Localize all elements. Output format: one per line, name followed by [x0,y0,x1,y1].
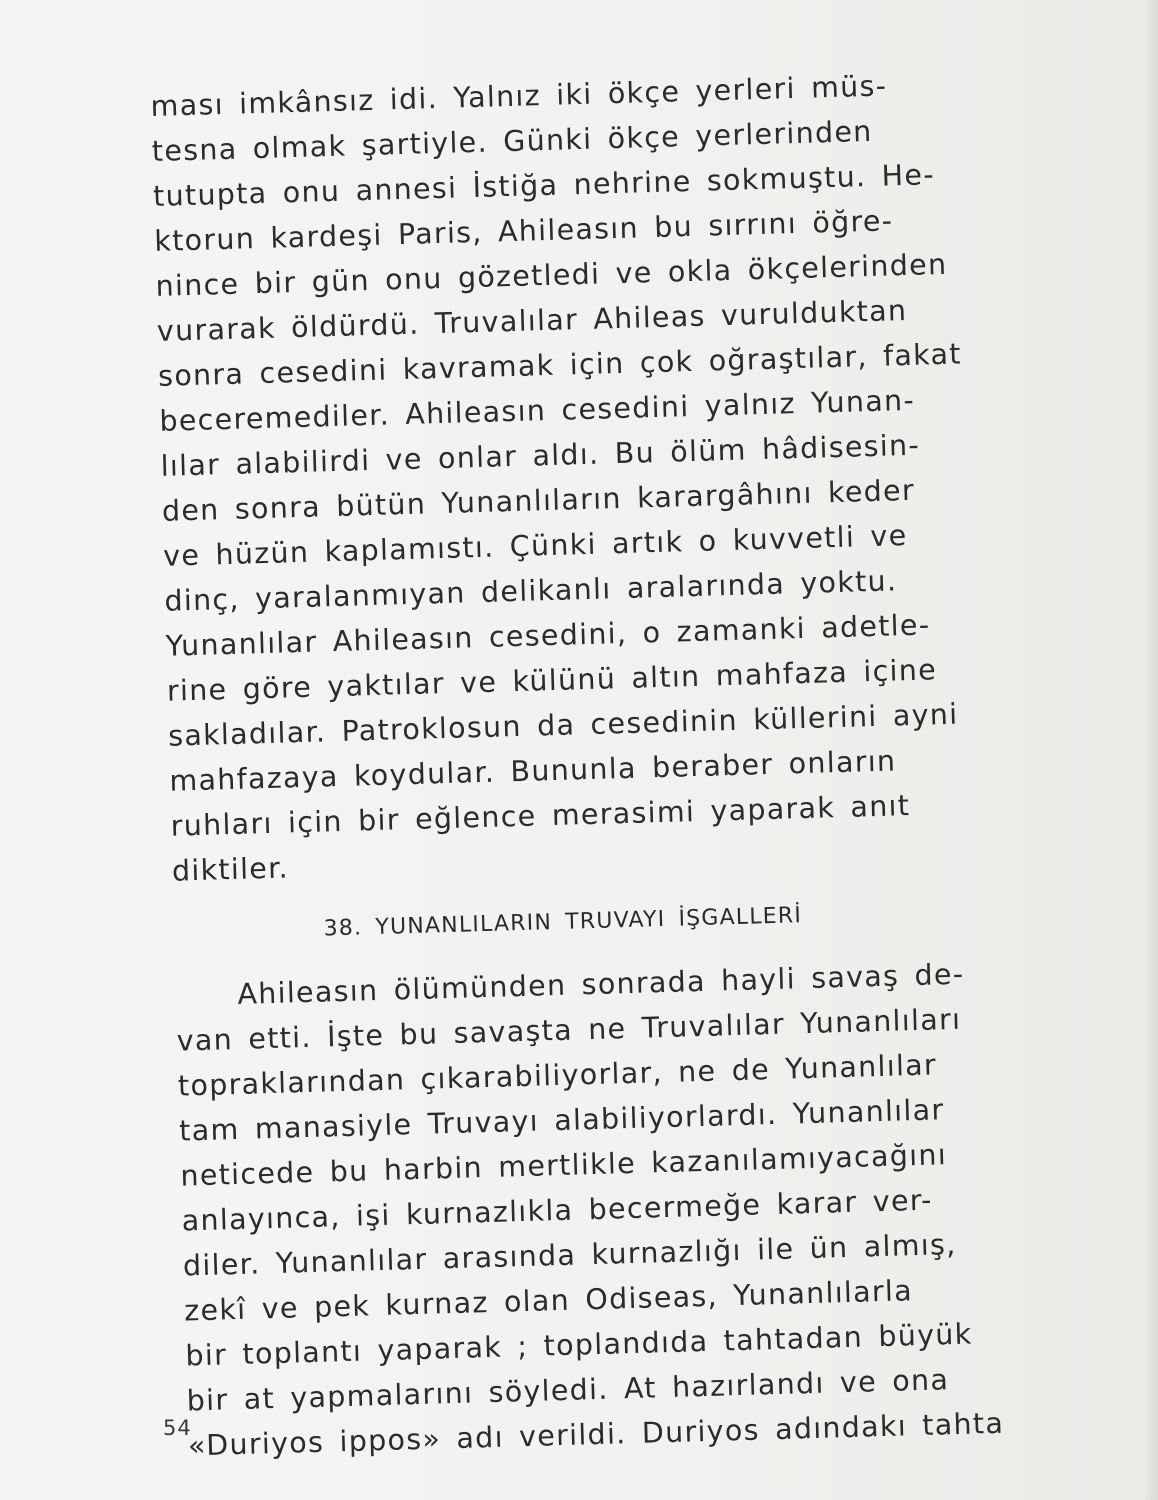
text-line: topraklarından çıkarabiliyorlar, ne de Yunanlılar [177,1048,938,1103]
text-line: neticede bu harbin mertlikle kazanılamıyacağını [180,1138,948,1193]
text-line: ması imkânsız idi. Yalnız iki ökçe yerleri müs- [150,69,888,123]
text-line: sonra cesedini kavramak için çok oğraştılar, fakat [157,337,963,393]
text-line: Yunanlılar Ahileasın cesedini, o zamanki adetle- [165,608,931,663]
text-line: diktiler. [171,851,290,888]
text-line: tam manasiyle Truvayı alabiliyorlardı. Yunanlılar [178,1093,945,1148]
page-number: 54 [163,1416,192,1440]
text-line: lılar alabilirdi ve onlar aldı. Bu ölüm hâdisesin- [160,428,921,483]
text-line: «Duriyos ippos» adı verildi. Duriyos adındakı tahta [187,1406,1005,1463]
text-line: diler. Yunanlılar arasında kurnazlığı ile ün almış, [182,1227,957,1283]
text-line: anlayınca, işi kurnazlıkla becermeğe karar ver- [181,1183,933,1238]
paragraph-2 [175,950,1048,1469]
text-line: mahfazaya koydular. Bununla beraber onların [169,744,897,798]
text-line: zekî ve pek kurnaz olan Odiseas, Yunanlılarla [183,1274,914,1328]
section-heading: 38. YUNANLILARIN TRUVAYI İŞGALLERİ [323,903,803,942]
text-line: rine göre yaktılar ve külünü altın mahfaza içine [166,653,938,708]
text-line: nince bir gün onu gözetledi ve okla ökçelerinden [155,247,948,303]
text-line: dinç, yaralanmıyan delikanlı aralarında yoktu. [163,564,898,618]
text-line: ve hüzün kaplamıstı. Çünki artık o kuvvetli ve [162,519,908,573]
text-line: tesna olmak şartiyle. Günki ökçe yerlerinden [151,114,873,168]
text-line: bir at yapmalarını söyledi. At hazırlandı ve ona [186,1363,950,1418]
body-text [150,60,1048,1468]
text-line: vurarak öldürdü. Truvalılar Ahileas vurulduktan [156,293,908,348]
text-line: bir toplantı yaparak ; toplandıda tahtadan büyük [185,1317,973,1373]
text-line: ruhları için bir eğlence merasimi yaparak anıt [170,789,911,843]
text-line: beceremediler. Ahileasın cesedini yalnız Yunan- [158,383,916,438]
text-line: van etti. İşte bu savaşta ne Truvalılar Yunanlıları [176,1002,962,1058]
text-line: Ahileasın ölümünden sonrada hayli savaş de- [236,957,965,1011]
page-edge-shadow [1140,0,1158,1500]
text-line: den sonra bütün Yunanlıların karargâhını keder [161,473,916,528]
text-line: sakladılar. Patroklosun da cesedinin küllerini ayni [167,697,959,753]
text-line: tutupta onu annesi İstiğa nehrine sokmuştu. He- [152,158,936,213]
text-line: ktorun kardeşi Paris, Ahileasın bu sırrını öğre- [153,204,894,258]
paragraph-1 [150,60,1032,894]
